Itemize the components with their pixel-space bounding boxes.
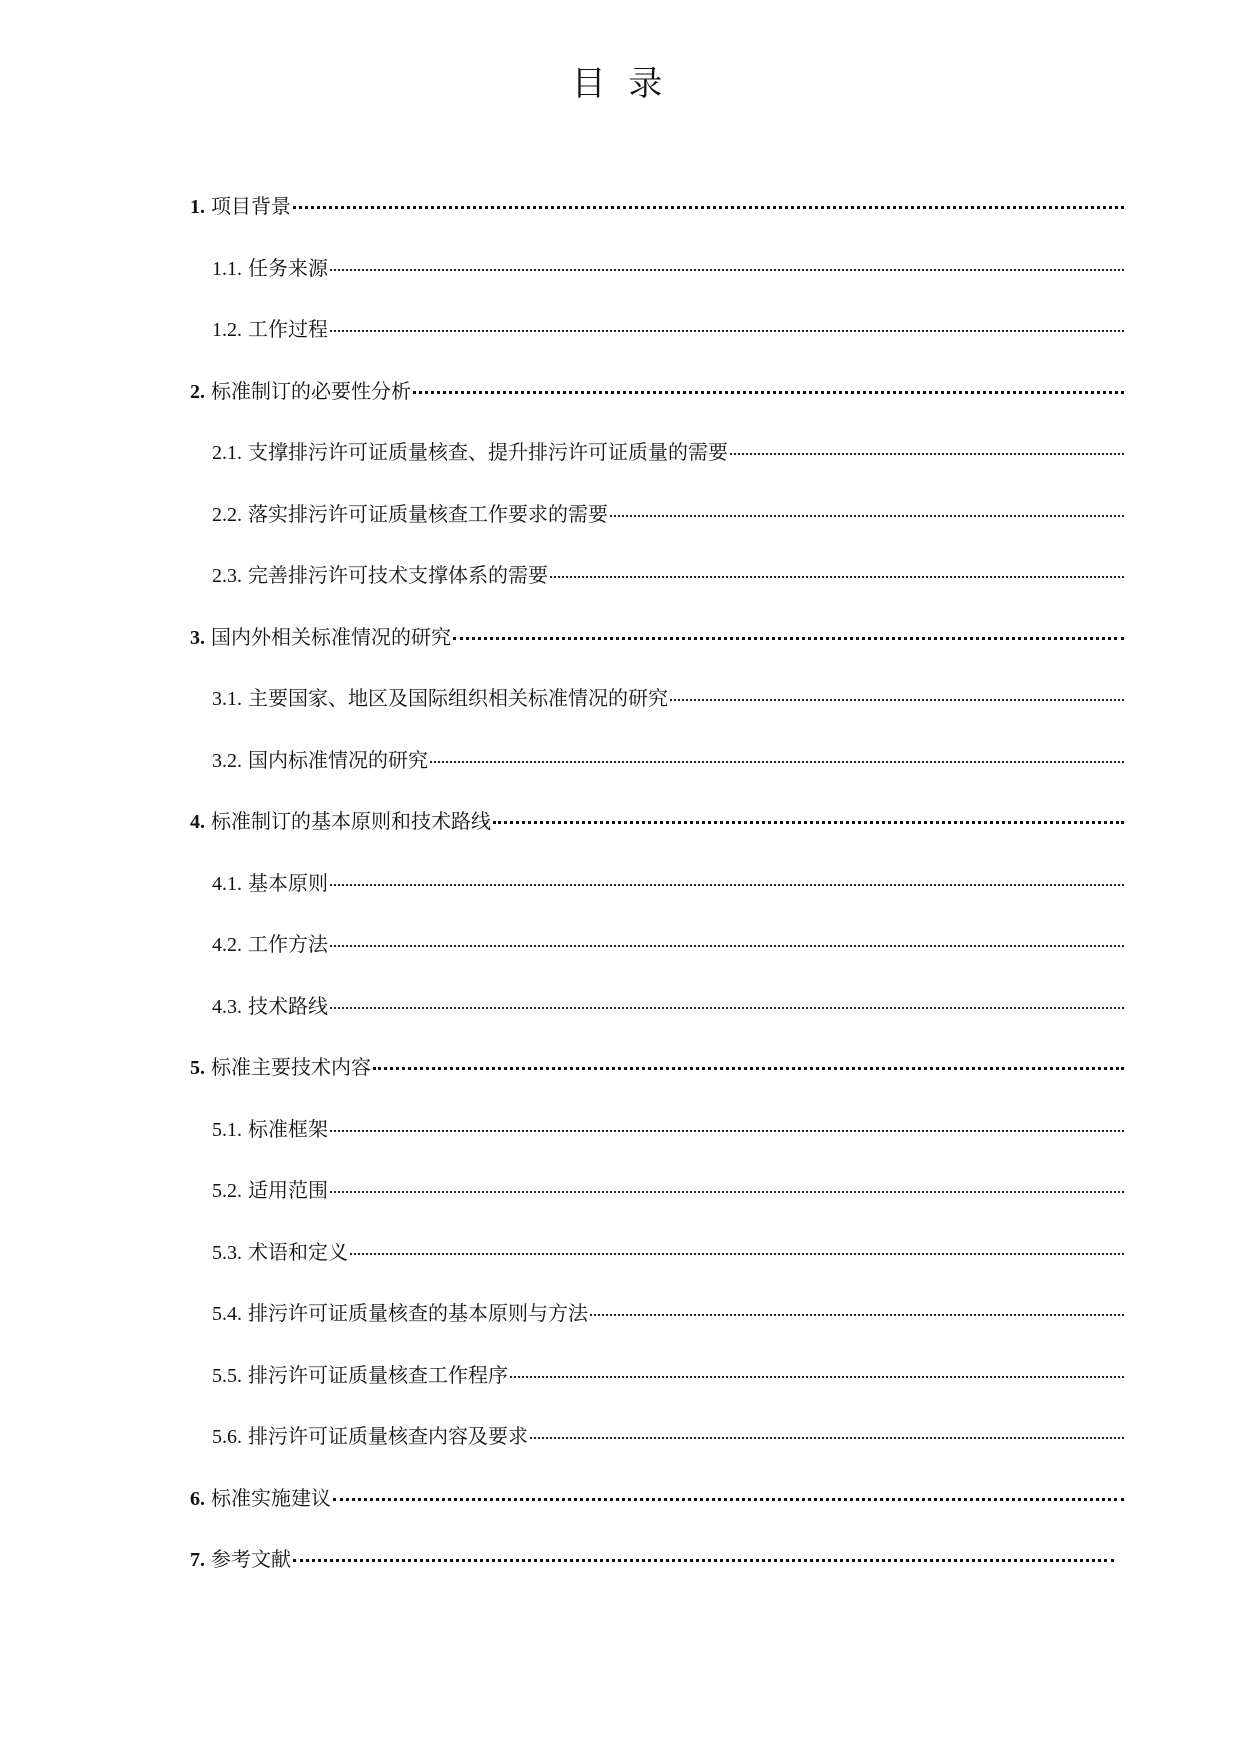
dot-leader xyxy=(293,1559,1114,1562)
toc-entry-number: 5.6. xyxy=(212,1426,242,1448)
dot-leader xyxy=(350,1253,1124,1255)
toc-entry-5-1[interactable] xyxy=(190,1099,1124,1161)
dot-leader xyxy=(510,1376,1124,1378)
toc-entry-number: 5. xyxy=(190,1057,205,1079)
toc-entry-4-3[interactable] xyxy=(190,976,1124,1038)
dot-leader xyxy=(453,637,1124,640)
toc-entry-5-3[interactable] xyxy=(190,1222,1124,1284)
toc-entry-3[interactable] xyxy=(190,607,1124,669)
dot-leader xyxy=(373,1067,1124,1070)
toc-entry-number: 5.3. xyxy=(212,1241,242,1264)
toc-entry-4-1[interactable] xyxy=(190,853,1124,915)
toc-entry-label: 国内外相关标准情况的研究 xyxy=(211,624,451,649)
toc-entry-number: 1.1. xyxy=(212,257,242,280)
toc-entry-label: 工作方法 xyxy=(248,932,328,956)
toc-entry-number: 3. xyxy=(190,626,205,649)
toc-entry-1-1[interactable] xyxy=(190,238,1124,300)
toc-entry-label: 支撑排污许可证质量核查、提升排污许可证质量的需要 xyxy=(248,440,728,464)
toc-entry-label: 技术路线 xyxy=(248,993,328,1018)
toc-entry-number: 4. xyxy=(190,811,205,833)
toc-entry-2[interactable] xyxy=(190,361,1124,423)
toc-entry-number: 7. xyxy=(190,1549,205,1571)
dot-leader xyxy=(330,1191,1124,1193)
dot-leader xyxy=(590,1314,1124,1316)
toc-entry-number: 4.3. xyxy=(212,995,242,1018)
dot-leader xyxy=(330,884,1124,886)
dot-leader xyxy=(330,1130,1124,1132)
dot-leader xyxy=(670,699,1124,701)
toc-entry-6[interactable] xyxy=(190,1468,1124,1530)
toc-entry-label: 排污许可证质量核查工作程序 xyxy=(248,1362,508,1387)
toc-entry-1-2[interactable] xyxy=(190,299,1124,361)
toc-entry-label: 主要国家、地区及国际组织相关标准情况的研究 xyxy=(248,686,668,710)
toc-entry-number: 5.4. xyxy=(212,1303,242,1325)
toc-entry-3-2[interactable] xyxy=(190,730,1124,792)
toc-entry-5-2[interactable] xyxy=(190,1160,1124,1222)
toc-entry-5-6[interactable] xyxy=(190,1406,1124,1468)
dot-leader xyxy=(330,330,1124,332)
dot-leader xyxy=(330,269,1124,271)
toc-entry-number: 5.5. xyxy=(212,1364,242,1387)
toc-entry-number: 5.1. xyxy=(212,1118,242,1141)
toc-entry-label: 排污许可证质量核查内容及要求 xyxy=(248,1424,528,1448)
dot-leader xyxy=(330,945,1124,947)
dot-leader xyxy=(493,821,1124,824)
toc-entry-label: 标准框架 xyxy=(248,1116,328,1141)
dot-leader xyxy=(293,206,1124,209)
toc-entry-number: 6. xyxy=(190,1487,205,1510)
dot-leader xyxy=(430,761,1124,763)
toc-entry-number: 2.3. xyxy=(212,565,242,587)
toc-entry-label: 参考文献 xyxy=(211,1547,291,1571)
toc-entry-3-1[interactable] xyxy=(190,668,1124,730)
toc-entry-4-2[interactable] xyxy=(190,914,1124,976)
toc-entry-label: 任务来源 xyxy=(248,255,328,280)
toc-entry-label: 标准主要技术内容 xyxy=(211,1055,371,1079)
dot-leader xyxy=(610,515,1124,517)
dot-leader xyxy=(413,391,1124,394)
toc-entry-label: 项目背景 xyxy=(211,194,291,218)
toc-entry-label: 落实排污许可证质量核查工作要求的需要 xyxy=(248,501,608,526)
toc-entry-5-4[interactable] xyxy=(190,1283,1124,1345)
toc-title: 目 录 xyxy=(571,64,669,104)
toc-entry-2-1[interactable] xyxy=(190,422,1124,484)
toc-entry-label: 标准实施建议 xyxy=(211,1485,331,1510)
toc-entry-number: 3.1. xyxy=(212,688,242,710)
toc-entry-label: 工作过程 xyxy=(248,317,328,341)
toc-entry-label: 标准制订的基本原则和技术路线 xyxy=(211,809,491,833)
dot-leader xyxy=(550,576,1124,578)
toc-entry-2-2[interactable] xyxy=(190,484,1124,546)
dot-leader xyxy=(330,1007,1124,1009)
toc-entry-number: 4.2. xyxy=(212,934,242,956)
toc-entry-number: 5.2. xyxy=(212,1180,242,1202)
toc-entry-5-5[interactable] xyxy=(190,1345,1124,1407)
toc-entry-label: 排污许可证质量核查的基本原则与方法 xyxy=(248,1301,588,1325)
toc-entry-number: 1. xyxy=(190,196,205,218)
toc-entry-number: 2.1. xyxy=(212,442,242,464)
toc-entry-number: 1.2. xyxy=(212,319,242,341)
toc-entry-label: 基本原则 xyxy=(248,870,328,895)
dot-leader xyxy=(530,1437,1124,1439)
toc-entry-label: 完善排污许可技术支撑体系的需要 xyxy=(248,563,548,587)
toc-entry-label: 术语和定义 xyxy=(248,1239,348,1264)
dot-leader xyxy=(730,453,1124,455)
toc-entry-label: 国内标准情况的研究 xyxy=(248,747,428,772)
toc-entry-label: 适用范围 xyxy=(248,1178,328,1202)
toc-entry-number: 4.1. xyxy=(212,872,242,895)
toc-list xyxy=(190,176,1124,1591)
toc-entry-7[interactable] xyxy=(190,1529,1124,1591)
toc-entry-1[interactable] xyxy=(190,176,1124,238)
toc-entry-number: 2.2. xyxy=(212,503,242,526)
toc-entry-4[interactable] xyxy=(190,791,1124,853)
toc-entry-5[interactable] xyxy=(190,1037,1124,1099)
toc-entry-number: 3.2. xyxy=(212,749,242,772)
toc-entry-label: 标准制订的必要性分析 xyxy=(211,378,411,403)
dot-leader xyxy=(333,1498,1124,1501)
toc-entry-number: 2. xyxy=(190,380,205,403)
toc-entry-2-3[interactable] xyxy=(190,545,1124,607)
